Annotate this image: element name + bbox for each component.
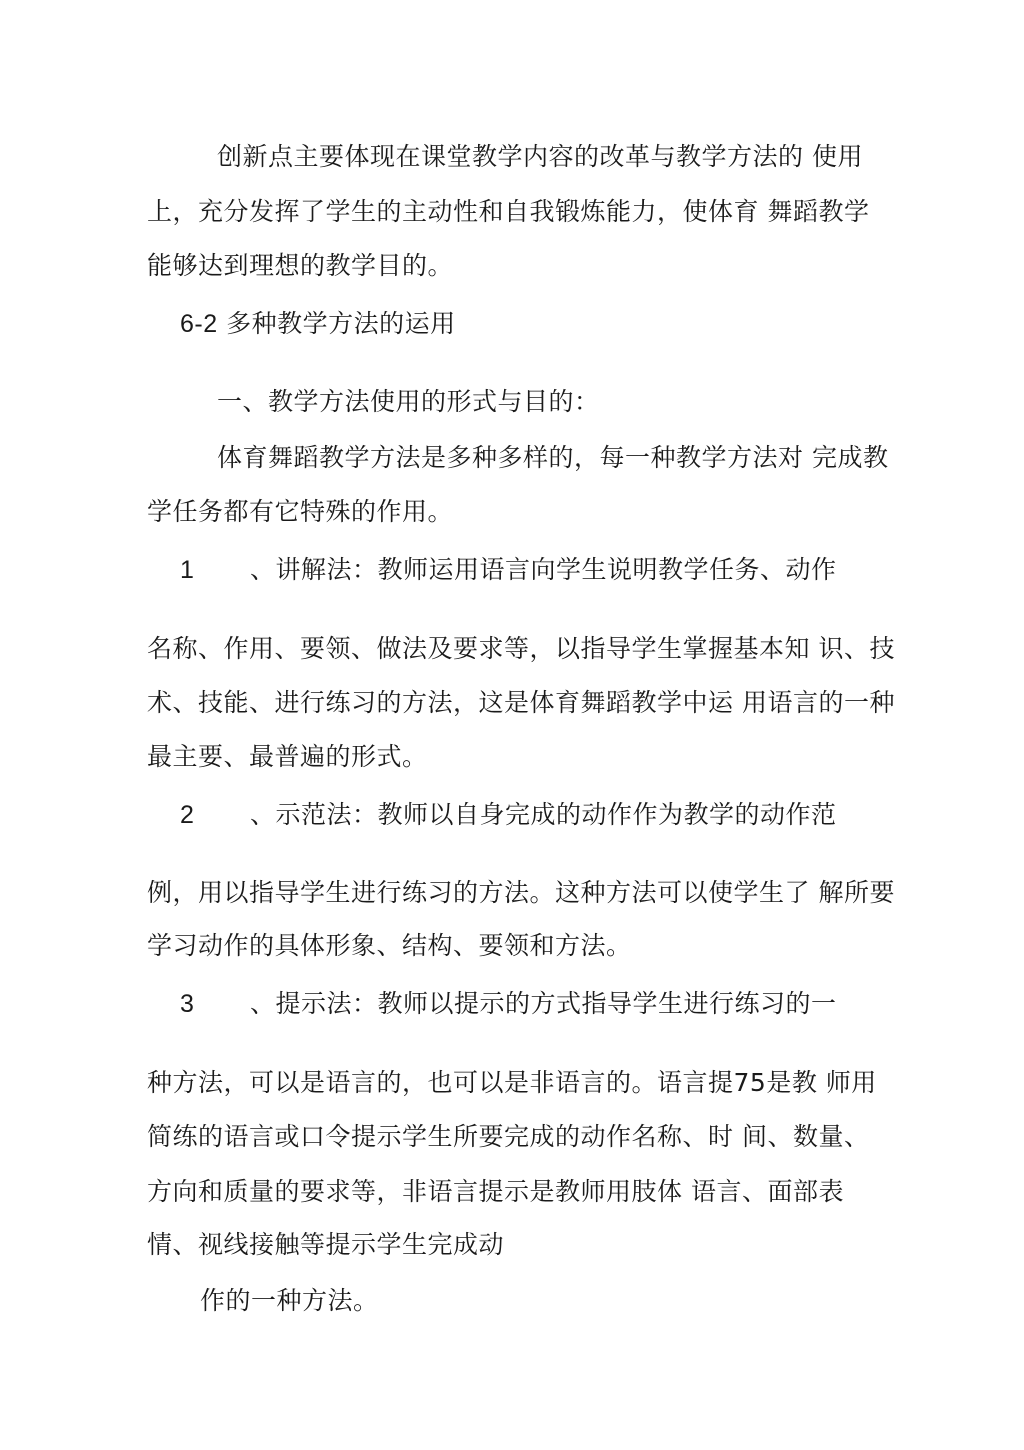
section-heading-text: 多种教学方法的运用 [226, 309, 456, 338]
item-3-line-4: 方向和质量的要求等，非语言提示是教师用肢体 语言、面部表 [147, 1177, 844, 1206]
paragraph-2-line-2: 学任务都有它特殊的作用。 [147, 497, 454, 526]
item-1-line-1 [180, 554, 837, 586]
item-3-line-1 [180, 988, 837, 1020]
paragraph-1-line-1: 创新点主要体现在课堂教学内容的改革与教学方法的 使用 [217, 142, 863, 171]
item-1-line-4: 最主要、最普遍的形式。 [147, 742, 428, 771]
item-3-number: 3 [180, 990, 195, 1018]
section-heading-number: 6-2 [180, 310, 218, 338]
item-2-number: 2 [180, 801, 195, 829]
item-1-number: 1 [180, 556, 195, 584]
item-3-line-3: 简练的语言或口令提示学生所要完成的动作名称、时 间、数量、 [147, 1122, 870, 1151]
item-2-line-3: 学习动作的具体形象、结构、要领和方法。 [147, 931, 632, 960]
item-2-line-2: 例，用以指导学生进行练习的方法。这种方法可以使学生了 解所要 [147, 878, 895, 907]
item-3-line-5: 情、视线接触等提示学生完成动 [147, 1230, 505, 1259]
item-2-line-1 [180, 799, 837, 831]
paragraph-1-line-3: 能够达到理想的教学目的。 [147, 251, 454, 280]
item-1-title: 、讲解法：教师运用语言向学生说明教学任务、动作 [250, 555, 837, 584]
section-heading [180, 308, 456, 340]
subheading: 一、教学方法使用的形式与目的： [217, 387, 600, 416]
item-1-line-2: 名称、作用、要领、做法及要求等，以指导学生掌握基本知 识、技 [147, 634, 895, 663]
item-2-title: 、示范法：教师以自身完成的动作作为教学的动作范 [250, 800, 837, 829]
paragraph-2-line-1: 体育舞蹈教学方法是多种多样的，每一种教学方法对 完成教 [217, 443, 889, 472]
item-3-line-6: 作的一种方法。 [200, 1286, 379, 1315]
item-3-line-2: 种方法，可以是语言的，也可以是非语言的。语言提75是教 师用 [147, 1068, 877, 1097]
item-1-line-3: 术、技能、进行练习的方法，这是体育舞蹈教学中运 用语言的一种 [147, 688, 895, 717]
item-3-title: 、提示法：教师以提示的方式指导学生进行练习的一 [250, 989, 837, 1018]
paragraph-1-line-2: 上，充分发挥了学生的主动性和自我锻炼能力，使体育 舞蹈教学 [147, 197, 870, 226]
